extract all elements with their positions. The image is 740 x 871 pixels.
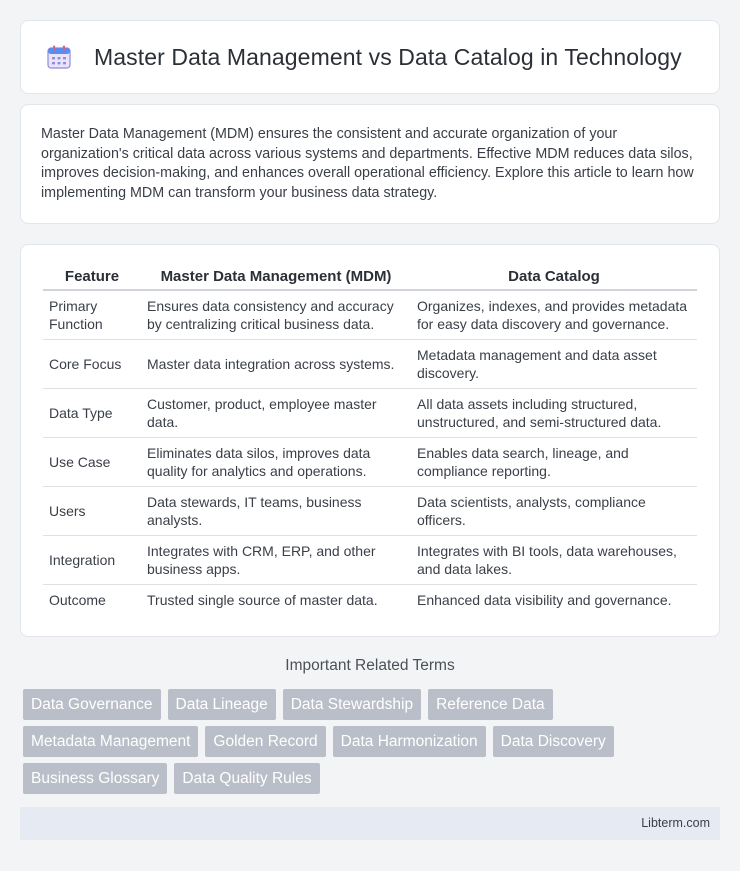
related-terms-tags <box>23 689 723 800</box>
table-row <box>43 486 697 535</box>
table-cell-catalog: Integrates with BI tools, data warehouses, and data lakes. <box>411 535 697 584</box>
table-row <box>43 290 697 339</box>
column-header: Master Data Management (MDM) <box>141 265 411 290</box>
intro-paragraph: Master Data Management (MDM) ensures the consistent and accurate organization of your organization's critical data across various systems and departments. Effective MDM reduces data silos, improves decision-making, and enhances overall operational efficiency. Explore this article to learn how implementing MDM can transform your business data strategy. <box>41 126 694 201</box>
header-card <box>20 20 720 94</box>
table-cell-catalog: Organizes, indexes, and provides metadata for easy data discovery and governance. <box>411 290 697 339</box>
footer <box>20 807 720 840</box>
column-header: Data Catalog <box>411 265 697 290</box>
table-cell-mdm: Integrates with CRM, ERP, and other business apps. <box>141 535 411 584</box>
table-cell-feature: Integration <box>43 535 141 584</box>
page-title: Master Data Management vs Data Catalog in Technology <box>94 43 682 70</box>
table-header-row <box>43 265 697 290</box>
table-cell-catalog: Enhanced data visibility and governance. <box>417 591 672 608</box>
table-row <box>43 535 697 584</box>
tag-row <box>23 726 723 757</box>
tag-data-lineage[interactable]: Data Lineage <box>168 689 276 720</box>
tag-data-discovery[interactable]: Data Discovery <box>493 726 614 757</box>
table-cell-mdm: Customer, product, employee master data. <box>141 388 411 437</box>
table-row <box>43 437 697 486</box>
tag-reference-data[interactable]: Reference Data <box>428 689 553 720</box>
footer-site-link[interactable]: Libterm.com <box>641 816 710 830</box>
tag-data-stewardship[interactable]: Data Stewardship <box>283 689 421 720</box>
table-cell-mdm: Data stewards, IT teams, business analysts. <box>141 486 411 535</box>
column-header: Feature <box>43 265 141 290</box>
tag-golden-record[interactable]: Golden Record <box>205 726 325 757</box>
table-cell-feature: Data Type <box>43 388 141 437</box>
table-cell-catalog: Enables data search, lineage, and compliance reporting. <box>411 437 697 486</box>
table-cell-catalog: Metadata management and data asset discovery. <box>411 339 697 388</box>
tag-business-glossary[interactable]: Business Glossary <box>23 763 167 794</box>
table-cell-feature: Use Case <box>43 437 141 486</box>
calendar-icon <box>46 44 72 70</box>
table-row <box>43 388 697 437</box>
table-row <box>43 339 697 388</box>
tag-metadata-management[interactable]: Metadata Management <box>23 726 198 757</box>
comparison-card <box>20 244 720 637</box>
table-row <box>43 584 697 615</box>
tag-data-governance[interactable]: Data Governance <box>23 689 161 720</box>
table-cell-catalog: All data assets including structured, unstructured, and semi-structured data. <box>411 388 697 437</box>
table-cell-feature: Users <box>43 486 141 535</box>
table-cell-feature: Outcome <box>49 591 106 608</box>
tag-data-harmonization[interactable]: Data Harmonization <box>333 726 486 757</box>
tag-row <box>23 689 723 720</box>
intro-card <box>20 104 720 224</box>
table-cell-feature: Core Focus <box>43 339 141 388</box>
tag-row <box>23 763 723 794</box>
table-cell-mdm: Eliminates data silos, improves data quality for analytics and operations. <box>141 437 411 486</box>
table-cell-catalog: Data scientists, analysts, compliance officers. <box>411 486 697 535</box>
tag-data-quality-rules[interactable]: Data Quality Rules <box>174 763 319 794</box>
table-cell-mdm: Trusted single source of master data. <box>147 591 378 608</box>
table-cell-feature: Primary Function <box>43 290 141 339</box>
table-cell-mdm: Ensures data consistency and accuracy by centralizing critical business data. <box>141 290 411 339</box>
table-cell-mdm: Master data integration across systems. <box>141 339 411 388</box>
comparison-table <box>43 265 697 615</box>
related-terms-title: Important Related Terms <box>285 657 455 674</box>
